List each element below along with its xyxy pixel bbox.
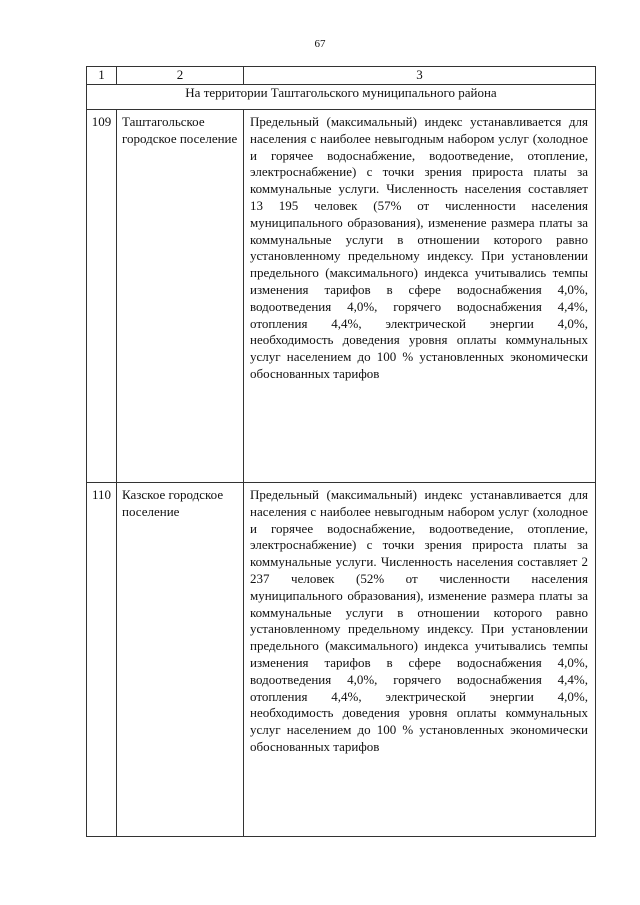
header-col-3: 3 <box>244 67 596 85</box>
settlement-name: Казское городское поселение <box>117 483 244 837</box>
section-title: На территории Таштагольского муниципального района <box>87 85 596 110</box>
header-col-2: 2 <box>117 67 244 85</box>
tariff-table <box>86 66 596 837</box>
row-number: 110 <box>87 483 117 837</box>
index-description: Предельный (максимальный) индекс устанавливается для населения с наиболее невыгодным набором услуг (холодное и горячее водоснабжение, водоотведение, отопление, электроснабжение) с точки зрения прироста платы за коммунальные услуги. Численность населения составляет 2 237 человек (52% от численности населения муниципального образования), изменение размера платы за коммунальные услуги в отношении которого равно установленному предельному индексу. При установлении предельного (максимального) индекса учитывались темпы изменения тарифов в сфере водоснабжения 4,0%, водоотведения 4,0%, горячего водоснабжения 4,4%, отопления 4,4%, электрической энергии 4,0%, необходимость доведения уровня оплаты коммунальных услуг населением до 100 % установленных экономически обоснованных тарифов <box>244 483 596 837</box>
settlement-name: Таштагольское городское поселение <box>117 110 244 483</box>
index-description: Предельный (максимальный) индекс устанавливается для населения с наиболее невыгодным набором услуг (холодное и горячее водоснабжение, водоотведение, отопление, электроснабжение) с точки зрения прироста платы за коммунальные услуги. Численность населения составляет 13 195 человек (57% от численности населения муниципального образования), изменение размера платы за коммунальные услуги в отношении которого равно установленному предельному индексу. При установлении предельного (максимального) индекса учитывались темпы изменения тарифов в сфере водоснабжения 4,0%, водоотведения 4,0%, горячего водоснабжения 4,4%, отопления 4,4%, электрической энергии 4,0%, необходимость доведения уровня оплаты коммунальных услуг населением до 100 % установленных экономически обоснованных тарифов <box>244 110 596 483</box>
table-row <box>87 483 596 837</box>
table-row <box>87 110 596 483</box>
section-row <box>87 85 596 110</box>
header-col-1: 1 <box>87 67 117 85</box>
table-header-row <box>87 67 596 85</box>
page-number: 67 <box>314 38 326 50</box>
row-number: 109 <box>87 110 117 483</box>
